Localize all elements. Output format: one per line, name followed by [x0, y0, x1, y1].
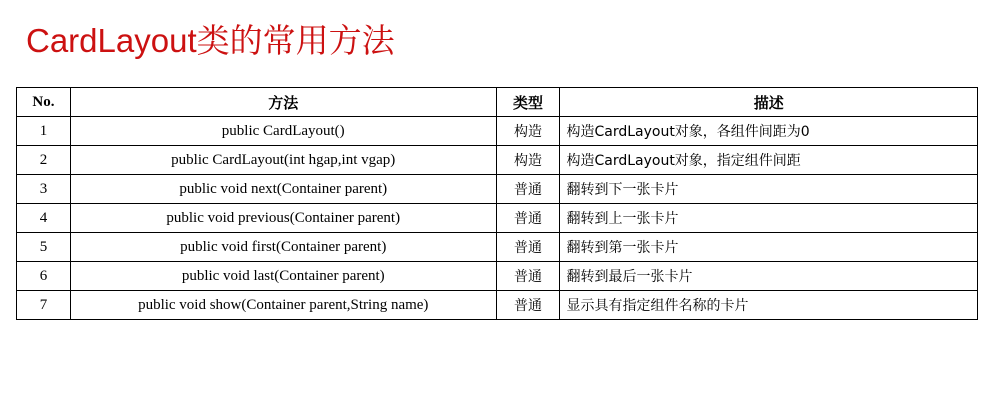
table-row — [17, 117, 978, 146]
page-title: CardLayout类的常用方法 — [26, 22, 395, 59]
header-no: No. — [17, 88, 71, 117]
cell-type: 普通 — [496, 291, 560, 320]
table-row — [17, 146, 978, 175]
table-row — [17, 204, 978, 233]
header-desc: 描述 — [560, 88, 978, 117]
table-header-row — [17, 88, 978, 117]
table-row — [17, 291, 978, 320]
cell-method: public CardLayout(int hgap,int vgap) — [70, 146, 496, 175]
cell-method: public void first(Container parent) — [70, 233, 496, 262]
cell-method: public void next(Container parent) — [70, 175, 496, 204]
cell-desc: 翻转到第一张卡片 — [560, 233, 978, 262]
cell-no: 3 — [17, 175, 71, 204]
cell-desc: 翻转到最后一张卡片 — [560, 262, 978, 291]
cell-desc: 构造CardLayout对象，各组件间距为0 — [560, 117, 978, 146]
cell-no: 7 — [17, 291, 71, 320]
cell-type: 普通 — [496, 233, 560, 262]
table-row — [17, 233, 978, 262]
cell-no: 2 — [17, 146, 71, 175]
cell-type: 普通 — [496, 204, 560, 233]
cell-desc: 翻转到上一张卡片 — [560, 204, 978, 233]
cell-desc: 翻转到下一张卡片 — [560, 175, 978, 204]
header-type: 类型 — [496, 88, 560, 117]
cell-no: 5 — [17, 233, 71, 262]
cell-no: 4 — [17, 204, 71, 233]
cell-method: public CardLayout() — [70, 117, 496, 146]
cell-type: 普通 — [496, 262, 560, 291]
methods-table — [16, 87, 978, 320]
cell-no: 1 — [17, 117, 71, 146]
cell-type: 普通 — [496, 175, 560, 204]
cell-method: public void last(Container parent) — [70, 262, 496, 291]
header-method: 方法 — [70, 88, 496, 117]
cell-type: 构造 — [496, 146, 560, 175]
cell-type: 构造 — [496, 117, 560, 146]
cell-desc: 显示具有指定组件名称的卡片 — [560, 291, 978, 320]
table-row — [17, 262, 978, 291]
cell-no: 6 — [17, 262, 71, 291]
table-row — [17, 175, 978, 204]
cell-desc: 构造CardLayout对象，指定组件间距 — [560, 146, 978, 175]
cell-method: public void show(Container parent,String name) — [70, 291, 496, 320]
cell-method: public void previous(Container parent) — [70, 204, 496, 233]
